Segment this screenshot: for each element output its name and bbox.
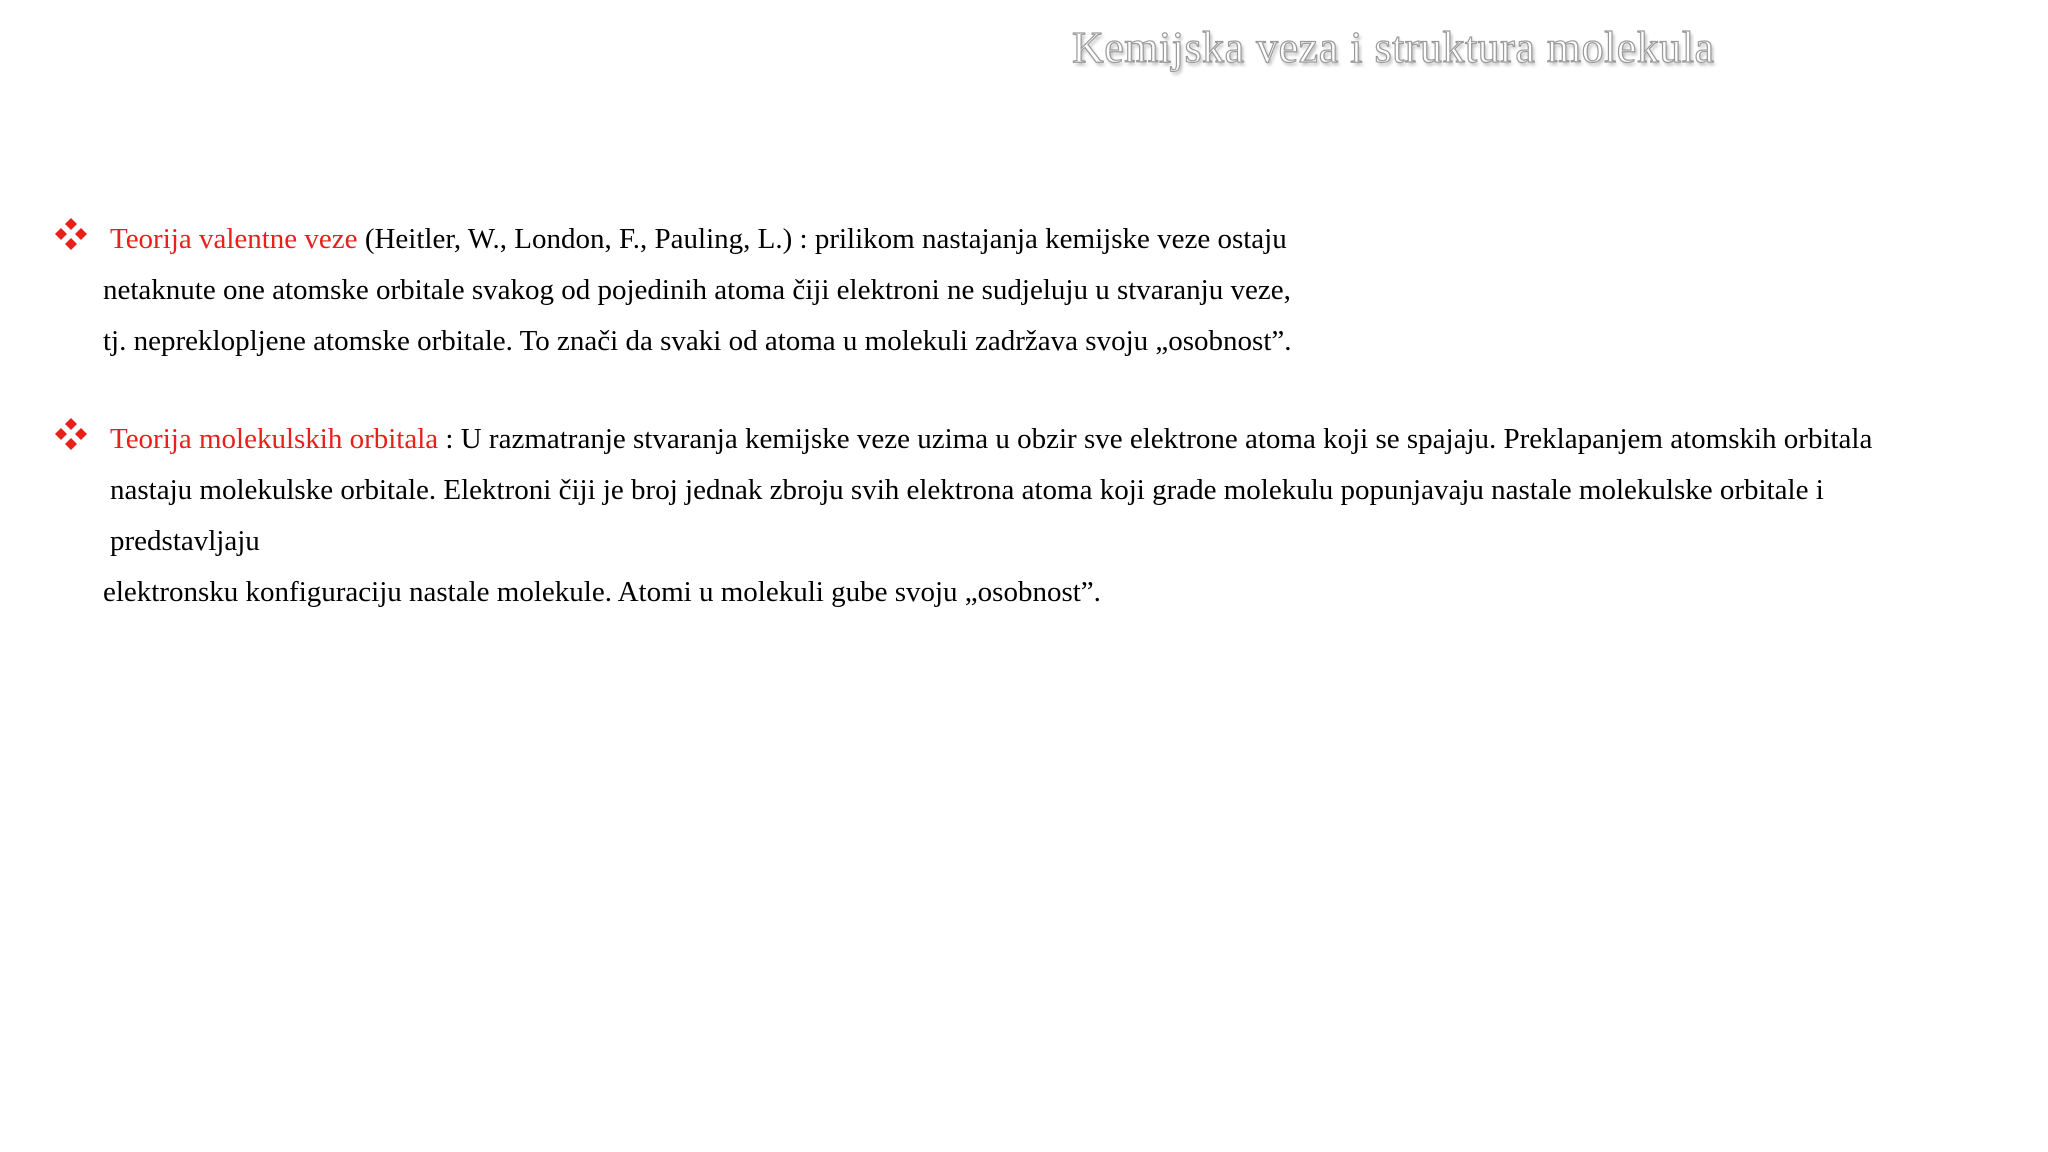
bullet-1-line-2: netaknute one atomske orbitale svakog od pojedinih atoma čiji elektroni ne sudjeluju u stvaranju veze, — [103, 274, 1291, 306]
bullet-2-line-2: nastaju molekulske orbitale. Elektroni čiji je broj jednak zbroju svih elektrona atoma koji grade molekulu popunjavaju nastale molekulske orbitale i — [110, 474, 1824, 506]
slide-title: Kemijska veza i struktura molekula — [1072, 23, 1715, 72]
bullet-1-term: Teorija valentne veze — [110, 223, 358, 255]
bullet-2-line-4: elektronsku konfiguraciju nastale molekule. Atomi u molekuli gube svoju „osobnost”. — [103, 576, 1101, 608]
four-diamond-bullet-icon — [53, 416, 89, 452]
bullet-1-line-1 — [110, 220, 1287, 258]
four-diamond-bullet-icon — [53, 216, 89, 252]
bullet-1-line-1-text: (Heitler, W., London, F., Pauling, L.) : prilikom nastajanja kemijske veze ostaju — [357, 223, 1287, 255]
bullet-2-term: Teorija molekulskih orbitala — [110, 423, 439, 455]
bullet-2-line-3: predstavljaju — [110, 525, 260, 557]
bullet-2-line-1-text: : U razmatranje stvaranja kemijske veze uzima u obzir sve elektrone atoma koji se spajaju. Preklapanjem atomskih orbitala — [438, 423, 1873, 455]
bullet-1-line-3: tj. nepreklopljene atomske orbitale. To znači da svaki od atoma u molekuli zadržava svoju „osobnost”. — [103, 325, 1292, 357]
bullet-2-line-1 — [110, 420, 1872, 458]
